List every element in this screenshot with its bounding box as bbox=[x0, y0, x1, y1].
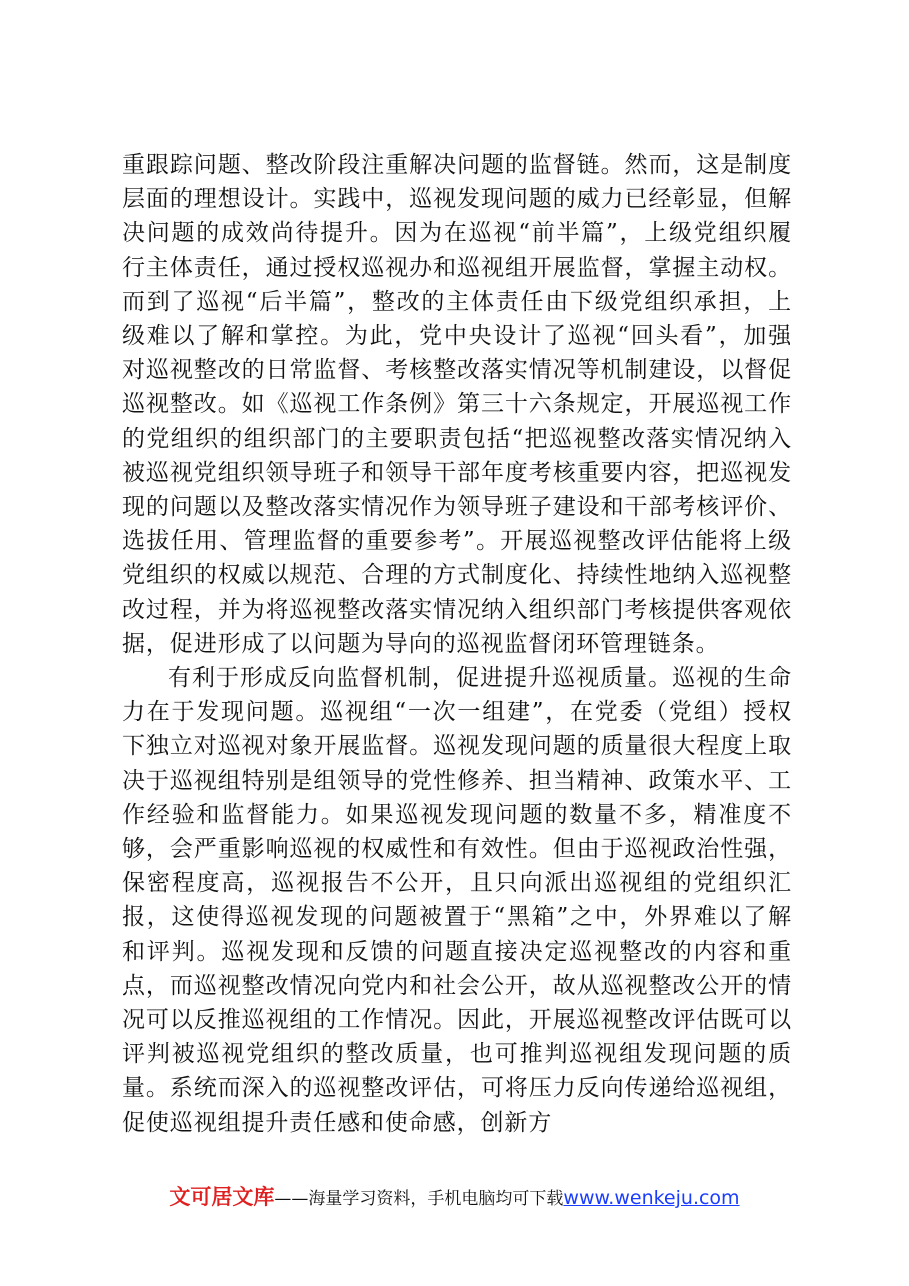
paragraph-2: 有利于形成反向监督机制，促进提升巡视质量。巡视的生命力在于发现问题。巡视组“一次一组建”，在党委（党组）授权下独立对巡视对象开展监督。巡视发现问题的质量很大程度上取决于巡视组特别是组领导的党性修养、担当精神、政策水平、工作经验和监督能力。如果巡视发现问题的数量不多，精准度不够，会严重影响巡视的权威性和有效性。但由于巡视政治性强，保密程度高，巡视报告不公开，且只向派出巡视组的党组织汇报，这使得巡视发现的问题被置于“黑箱”之中，外界难以了解和评判。巡视发现和反馈的问题直接决定巡视整改的内容和重点，而巡视整改情况向党内和社会公开，故从巡视整改公开的情况可以反推巡视组的工作情况。因此，开展巡视整改评估既可以评判被巡视党组织的整改质量，也可推判巡视组发现问题的质量。系统而深入的巡视整改评估，可将压力反向传递给巡视组，促使巡视组提升责任感和使命感，创新方 bbox=[122, 665, 792, 1136]
document-body bbox=[122, 148, 792, 1140]
footer-banner bbox=[0, 1181, 909, 1211]
paragraph-1: 重跟踪问题、整改阶段注重解决问题的监督链。然而，这是制度层面的理想设计。实践中，巡视发现问题的威力已经彰显，但解决问题的成效尚待提升。因为在巡视“前半篇”，上级党组织履行主体责任，通过授权巡视办和巡视组开展监督，掌握主动权。而到了巡视“后半篇”，整改的主体责任由下级党组织承担，上级难以了解和掌控。为此，党中央设计了巡视“回头看”，加强对巡视整改的日常监督、考核整改落实情况等机制建设，以督促巡视整改。如《巡视工作条例》第三十六条规定，开展巡视工作的党组织的组织部门的主要职责包括“把巡视整改落实情况纳入被巡视党组织领导班子和领导干部年度考核重要内容，把巡视发现的问题以及整改落实情况作为领导班子建设和干部考核评价、选拔任用、管理监督的重要参考”。开展巡视整改评估能将上级党组织的权威以规范、合理的方式制度化、持续性地纳入巡视整改过程，并为将巡视整改落实情况纳入组织部门考核提供客观依据，促进形成了以问题为导向的巡视监督闭环管理链条。 bbox=[122, 152, 792, 657]
footer-brand: 文可居文库 bbox=[169, 1185, 275, 1209]
footer-slogan: ——海量学习资料，手机电脑均可下载 bbox=[274, 1189, 564, 1209]
footer-url-link[interactable]: www.wenkeju.com bbox=[563, 1187, 740, 1209]
